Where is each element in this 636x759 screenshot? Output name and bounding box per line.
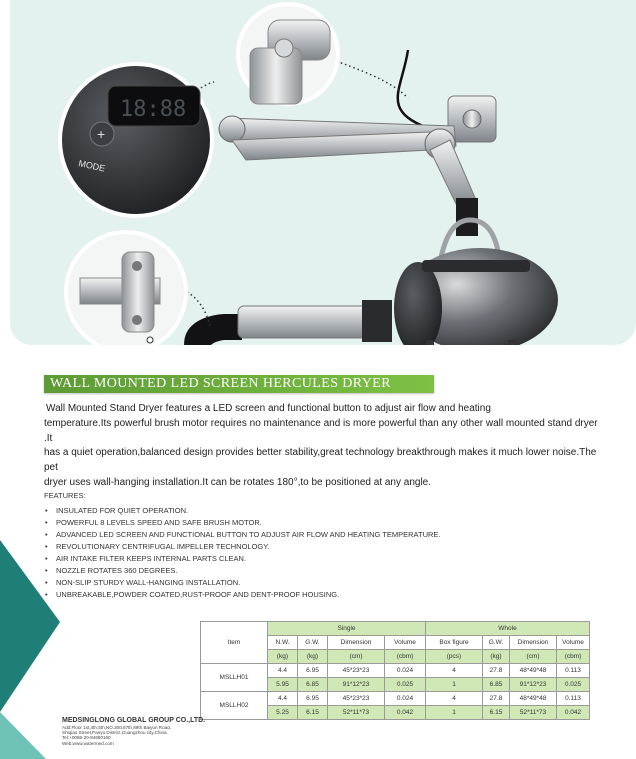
feature-item: • AIR INTAKE FILTER KEEPS INTERNAL PARTS CLEAN. [44,553,604,565]
table-cell: 0.042 [557,706,590,720]
unit-cell: (pcs) [426,650,483,664]
table-row [201,692,590,706]
table-cell: 52*11*73 [328,706,385,720]
column-header: Volume [385,636,426,650]
mode-label: MODE [77,158,107,174]
unit-cell: (kg) [268,650,298,664]
table-cell: 6.85 [298,678,328,692]
column-header: G.W. [483,636,510,650]
table-cell: 0.042 [385,706,426,720]
table-cell: 48*49*48 [510,692,557,706]
table-cell: 27.8 [483,692,510,706]
unit-cell: (kg) [298,650,328,664]
single-header: Single [268,622,426,636]
model-name: MSLLH01 [201,664,268,692]
company-address-line: Shiqiao Street,Panyu District,Guangzhou city,China. [62,730,168,736]
table-cell: 45*23*23 [328,692,385,706]
table-cell: 52*11*73 [510,706,557,720]
table-row [201,664,590,678]
table-cell: 0.113 [557,692,590,706]
unit-cell: (cm) [328,650,385,664]
unit-cell: (cbm) [385,650,426,664]
table-cell: 91*12*23 [510,678,557,692]
column-header: N.W. [268,636,298,650]
table-cell: 6.15 [483,706,510,720]
wall-mount-detail [66,232,186,345]
table-cell: 6.95 [298,664,328,678]
corner-decoration [0,540,60,759]
table-cell: 27.8 [483,664,510,678]
features-heading: FEATURES: [44,491,86,500]
company-address-line: Add:Floor 1st,4th,5th,NO.300,87th,89th Baiyun Road, [62,725,172,730]
description-line: Wall Mounted Stand Dryer features a LED screen and functional button to adjust air flow and heating [46,403,491,414]
description-line: has a quiet operation,balanced design provides better stability,great technology breakthrough makes it much lower noise.The pet [44,447,597,474]
table-cell: 0.024 [385,692,426,706]
unit-cell: (cm) [510,650,557,664]
table-cell: 5.95 [268,678,298,692]
column-header: Dimension [328,636,385,650]
table-cell: 0.024 [385,664,426,678]
table-cell: 1 [426,678,483,692]
table-cell: 4 [426,692,483,706]
column-header: Box figure [426,636,483,650]
product-hero-image [10,0,636,345]
table-cell: 48*49*48 [510,664,557,678]
table-cell: 6.85 [483,678,510,692]
table-cell: 0.025 [557,678,590,692]
table-cell: 1 [426,706,483,720]
company-info [62,717,232,746]
company-name: MEDSINGLONG GLOBAL GROUP CO.,LTD. [62,717,206,724]
plus-icon: + [97,126,106,142]
dryer-illustration [10,0,636,345]
product-description [44,402,604,491]
led-panel-detail [60,64,212,216]
feature-item: • NOZZLE ROTATES 360 DEGREES. [44,565,604,577]
model-name: MSLLH02 [201,692,268,720]
feature-item: • NON-SLIP STURDY WALL-HANGING INSTALLATION. [44,577,604,589]
whole-header: Whole [426,622,590,636]
description-line: temperature.Its powerful brush motor requires no maintenance and is more powerful than any other wall mounted stand dryer .It [44,417,598,444]
table-cell: 4.4 [268,692,298,706]
feature-item: • UNBREAKABLE,POWDER COATED,RUST-PROOF AND DENT-PROOF HOUSING. [44,589,604,601]
table-cell: 0.113 [557,664,590,678]
table-cell: 4.4 [268,664,298,678]
table-cell: 0.025 [385,678,426,692]
item-header: Item [201,622,268,664]
column-header: G.W. [298,636,328,650]
company-website: Web:www.watermed.com [62,740,114,746]
feature-item: • REVOLUTIONARY CENTRIFUGAL IMPELLER TECHNOLOGY. [44,541,604,553]
arm-joint-detail [238,4,338,104]
description-line: dryer uses wall-hanging installation.It can be rotates 180°,to be positioned at any angle. [44,476,432,488]
table-cell: 6.15 [298,706,328,720]
unit-cell: (kg) [483,650,510,664]
feature-item: • INSULATED FOR QUIET OPERATION. [44,505,604,517]
feature-item: • POWERFUL 8 LEVELS SPEED AND SAFE BRUSH MOTOR. [44,517,604,529]
unit-cell: (cbm) [557,650,590,664]
table-cell: 5.25 [268,706,298,720]
column-header: Volume [557,636,590,650]
table-cell: 4 [426,664,483,678]
section-title-bar [44,375,434,393]
specification-table [200,621,590,720]
feature-item: • ADVANCED LED SCREEN AND FUNCTIONAL BUTTON TO ADJUST AIR FLOW AND HEATING TEMPERATURE. [44,529,604,541]
table-cell: 91*12*23 [328,678,385,692]
column-header: Dimension [510,636,557,650]
section-title: WALL MOUNTED LED SCREEN HERCULES DRYER [50,376,391,391]
features-list [44,490,604,601]
led-display-digits: 18:88 [120,97,187,122]
company-phone: Tel:+0086-20-84680160 [62,735,111,741]
table-cell: 6.95 [298,692,328,706]
table-cell: 45*23*23 [328,664,385,678]
